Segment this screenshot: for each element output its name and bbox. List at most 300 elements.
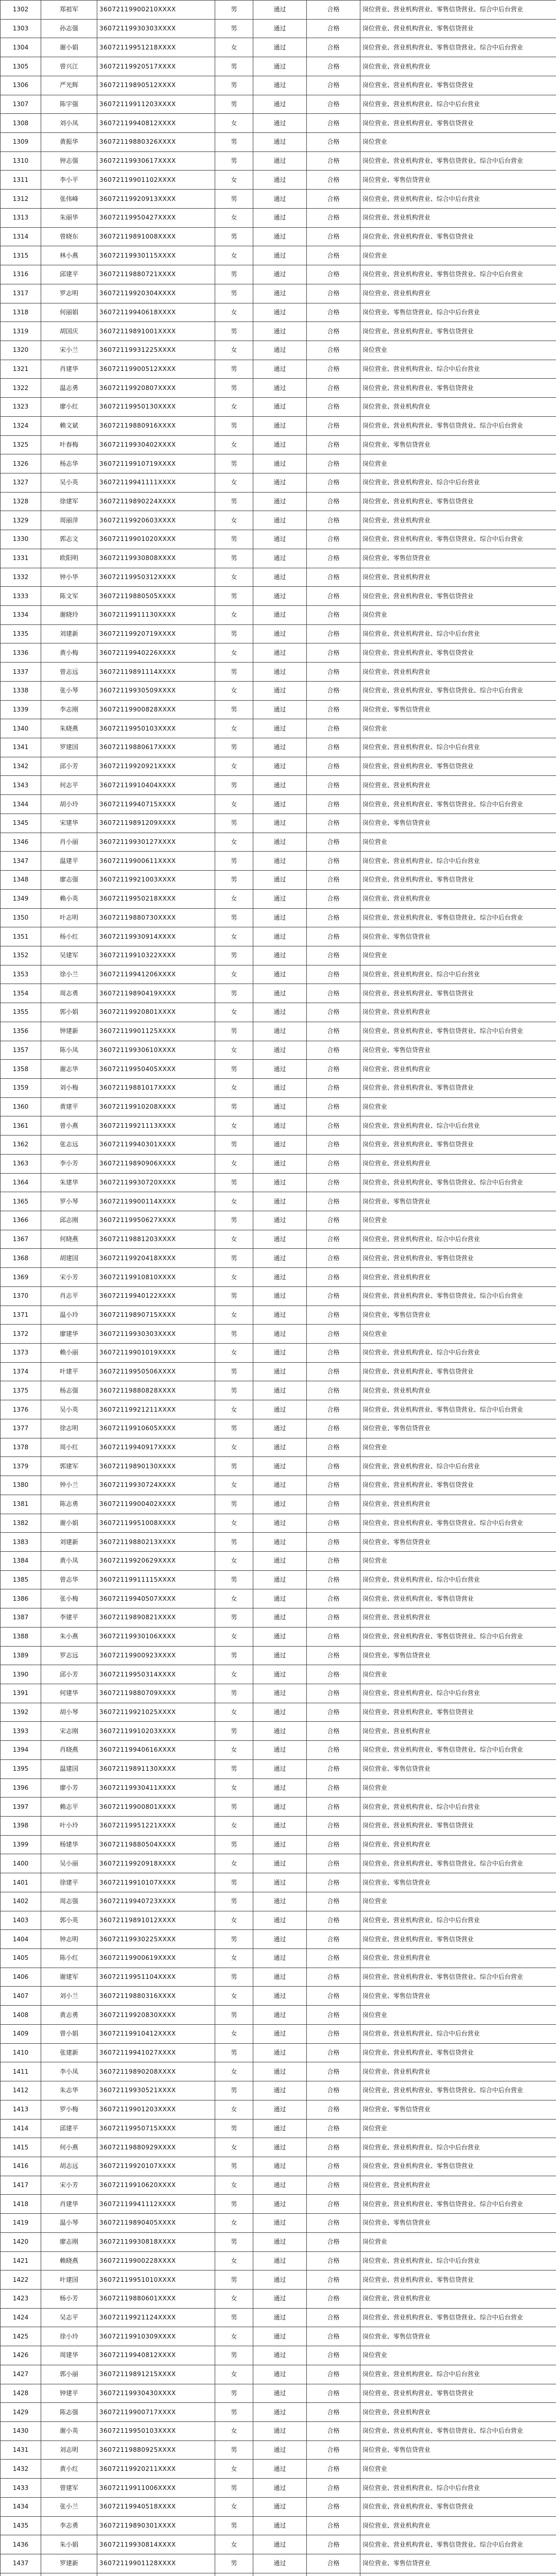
review-status-cell: 通过 bbox=[253, 984, 307, 1003]
gender-cell: 男 bbox=[215, 1362, 253, 1381]
id-number-cell: 36072119880925XXXX bbox=[97, 2441, 215, 2460]
id-number-cell: 36072119950103XXXX bbox=[97, 719, 215, 738]
serial-number-cell: 1410 bbox=[1, 2043, 41, 2062]
gender-cell: 女 bbox=[215, 2138, 253, 2157]
review-result-cell: 合格 bbox=[307, 151, 360, 171]
id-number-cell bbox=[97, 2573, 215, 2576]
serial-number-cell: 1431 bbox=[1, 2441, 41, 2460]
applicant-name-cell: 黄建平 bbox=[41, 1097, 97, 1116]
review-result-cell: 合格 bbox=[307, 1041, 360, 1060]
gender-cell: 女 bbox=[215, 1116, 253, 1136]
review-result-cell: 合格 bbox=[307, 1078, 360, 1097]
remark-cell: 岗位营业、营业机构营业、零售信贷营业 bbox=[360, 492, 556, 511]
review-result-cell: 合格 bbox=[307, 322, 360, 341]
review-status-cell: 通过 bbox=[253, 1230, 307, 1249]
applicant-name-cell: 赖小英 bbox=[41, 889, 97, 908]
gender-cell: 男 bbox=[215, 1249, 253, 1268]
table-row bbox=[1, 303, 556, 322]
id-number-cell: 36072119920603XXXX bbox=[97, 511, 215, 530]
remark-cell: 岗位营业、营业机构营业、零售信贷营业 bbox=[360, 322, 556, 341]
table-row bbox=[1, 587, 556, 606]
applicant-name-cell: 邱小芳 bbox=[41, 757, 97, 776]
applicant-name-cell: 罗志远 bbox=[41, 1646, 97, 1665]
review-result-cell: 合格 bbox=[307, 1646, 360, 1665]
applicant-name-cell: 刘志明 bbox=[41, 2441, 97, 2460]
gender-cell: 男 bbox=[215, 1381, 253, 1400]
review-result-cell: 合格 bbox=[307, 1400, 360, 1419]
review-status-cell: 通过 bbox=[253, 1627, 307, 1646]
serial-number-cell: 1408 bbox=[1, 2006, 41, 2025]
table-row bbox=[1, 2119, 556, 2138]
review-result-cell: 合格 bbox=[307, 1798, 360, 1817]
id-number-cell: 36072119930225XXXX bbox=[97, 1930, 215, 1949]
serial-number-cell: 1391 bbox=[1, 1684, 41, 1703]
id-number-cell: 36072119940616XXXX bbox=[97, 1741, 215, 1760]
review-status-cell: 通过 bbox=[253, 38, 307, 57]
id-number-cell: 36072119920719XXXX bbox=[97, 624, 215, 643]
remark-cell: 岗位营业、营业机构营业、综合中后台营业 bbox=[360, 1457, 556, 1476]
id-number-cell: 36072119920517XXXX bbox=[97, 57, 215, 76]
gender-cell: 男 bbox=[215, 549, 253, 568]
serial-number-cell: 1413 bbox=[1, 2100, 41, 2119]
review-status-cell: 通过 bbox=[253, 1192, 307, 1211]
remark-cell: 岗位营业、零售信贷营业 bbox=[360, 814, 556, 833]
gender-cell: 女 bbox=[215, 2251, 253, 2270]
review-result-cell: 合格 bbox=[307, 776, 360, 795]
serial-number-cell: 1345 bbox=[1, 814, 41, 833]
serial-number-cell: 1401 bbox=[1, 1873, 41, 1892]
review-status-cell: 通过 bbox=[253, 1835, 307, 1854]
review-status-cell: 通过 bbox=[253, 1778, 307, 1798]
serial-number-cell: 1347 bbox=[1, 852, 41, 871]
applicant-name-cell: 周建华 bbox=[41, 2346, 97, 2365]
gender-cell: 男 bbox=[215, 738, 253, 757]
table-row bbox=[1, 568, 556, 587]
review-result-cell: 合格 bbox=[307, 1835, 360, 1854]
gender-cell: 男 bbox=[215, 1759, 253, 1778]
remark-cell: 岗位营业 bbox=[360, 1551, 556, 1570]
review-status-cell: 通过 bbox=[253, 871, 307, 890]
remark-cell: 岗位营业、营业机构营业、综合中后台营业 bbox=[360, 190, 556, 209]
applicant-name-cell: 叶小玲 bbox=[41, 1817, 97, 1836]
gender-cell: 女 bbox=[215, 2176, 253, 2195]
id-number-cell: 36072119930303XXXX bbox=[97, 19, 215, 38]
applicant-name-cell: 宋建华 bbox=[41, 814, 97, 833]
review-result-cell: 合格 bbox=[307, 1003, 360, 1022]
remark-cell: 岗位营业、营业机构营业 bbox=[360, 1722, 556, 1741]
id-number-cell: 36072119930115XXXX bbox=[97, 246, 215, 265]
remark-cell: 岗位营业、营业机构营业 bbox=[360, 1495, 556, 1514]
table-row bbox=[1, 284, 556, 303]
review-status-cell: 通过 bbox=[253, 1476, 307, 1495]
serial-number-cell: 1417 bbox=[1, 2176, 41, 2195]
applicant-name-cell: 郭小娟 bbox=[41, 1003, 97, 1022]
id-number-cell: 36072119901203XXXX bbox=[97, 2100, 215, 2119]
remark-cell: 岗位营业、营业机构营业、综合中后台营业 bbox=[360, 1230, 556, 1249]
gender-cell: 女 bbox=[215, 1514, 253, 1533]
table-row bbox=[1, 624, 556, 643]
remark-cell: 岗位营业、营业机构营业、零售信贷营业、综合中后台营业 bbox=[360, 530, 556, 549]
table-row bbox=[1, 1249, 556, 1268]
gender-cell: 女 bbox=[215, 1268, 253, 1287]
applicant-name-cell: 黄小红 bbox=[41, 2460, 97, 2479]
remark-cell: 岗位营业 bbox=[360, 1325, 556, 1344]
remark-cell: 岗位营业、营业机构营业、综合中后台营业 bbox=[360, 1798, 556, 1817]
gender-cell: 男 bbox=[215, 2006, 253, 2025]
applicant-name-cell: 叶春梅 bbox=[41, 435, 97, 454]
gender-cell: 女 bbox=[215, 1817, 253, 1836]
review-status-cell: 通过 bbox=[253, 1344, 307, 1363]
review-result-cell: 合格 bbox=[307, 1892, 360, 1911]
table-row bbox=[1, 2554, 556, 2573]
gender-cell: 女 bbox=[215, 1741, 253, 1760]
serial-number-cell: 1434 bbox=[1, 2497, 41, 2516]
table-row bbox=[1, 1173, 556, 1192]
review-result-cell: 合格 bbox=[307, 624, 360, 643]
remark-cell: 岗位营业、营业机构营业、综合中后台营业 bbox=[360, 1570, 556, 1589]
id-number-cell: 36072119900717XXXX bbox=[97, 2403, 215, 2422]
id-number-cell: 36072119921003XXXX bbox=[97, 871, 215, 890]
table-row bbox=[1, 1230, 556, 1249]
applicant-name-cell: 朱丽华 bbox=[41, 208, 97, 227]
applicant-name-cell: 何小燕 bbox=[41, 2138, 97, 2157]
remark-cell: 岗位营业 bbox=[360, 719, 556, 738]
review-result-cell: 合格 bbox=[307, 2308, 360, 2327]
id-number-cell: 36072119891130XXXX bbox=[97, 1759, 215, 1778]
remark-cell: 岗位营业、营业机构营业 bbox=[360, 1381, 556, 1400]
table-row bbox=[1, 227, 556, 246]
gender-cell: 女 bbox=[215, 1476, 253, 1495]
review-result-cell: 合格 bbox=[307, 2024, 360, 2043]
table-row bbox=[1, 341, 556, 360]
remark-cell: 岗位营业、零售信贷营业 bbox=[360, 1419, 556, 1438]
table-row bbox=[1, 1778, 556, 1798]
review-result-cell: 合格 bbox=[307, 2346, 360, 2365]
review-status-cell: 通过 bbox=[253, 1911, 307, 1930]
serial-number-cell: 1376 bbox=[1, 1400, 41, 1419]
serial-number-cell: 1424 bbox=[1, 2308, 41, 2327]
review-result-cell: 合格 bbox=[307, 2157, 360, 2176]
remark-cell: 岗位营业、营业机构营业、零售信贷营业、综合中后台营业 bbox=[360, 2081, 556, 2100]
remark-cell: 岗位营业、零售信贷营业 bbox=[360, 435, 556, 454]
id-number-cell: 36072119881203XXXX bbox=[97, 1230, 215, 1249]
id-number-cell: 36072119900228XXXX bbox=[97, 2251, 215, 2270]
review-result-cell: 合格 bbox=[307, 435, 360, 454]
id-number-cell: 36072119911115XXXX bbox=[97, 1570, 215, 1589]
remark-cell: 岗位营业、营业机构营业、综合中后台营业 bbox=[360, 965, 556, 984]
review-status-cell: 通过 bbox=[253, 2081, 307, 2100]
id-number-cell: 36072119950427XXXX bbox=[97, 208, 215, 227]
applicant-name-cell: 郭建军 bbox=[41, 1457, 97, 1476]
review-result-cell: 合格 bbox=[307, 1551, 360, 1570]
gender-cell: 男 bbox=[215, 2554, 253, 2573]
review-result-cell: 合格 bbox=[307, 2214, 360, 2233]
applicant-name-cell: 朱晓燕 bbox=[41, 719, 97, 738]
review-status-cell: 通过 bbox=[253, 1041, 307, 1060]
table-row bbox=[1, 1798, 556, 1817]
review-result-cell: 合格 bbox=[307, 2422, 360, 2441]
review-status-cell: 通过 bbox=[253, 1968, 307, 1987]
gender-cell: 女 bbox=[215, 38, 253, 57]
gender-cell: 男 bbox=[215, 1495, 253, 1514]
review-status-cell: 通过 bbox=[253, 946, 307, 965]
applicant-name-cell: 朱志华 bbox=[41, 2081, 97, 2100]
review-result-cell: 合格 bbox=[307, 549, 360, 568]
review-status-cell: 通过 bbox=[253, 2327, 307, 2346]
id-number-cell: 36072119920211XXXX bbox=[97, 2460, 215, 2479]
remark-cell: 岗位营业、营业机构营业 bbox=[360, 663, 556, 682]
serial-number-cell: 1360 bbox=[1, 1097, 41, 1116]
review-status-cell: 通过 bbox=[253, 1798, 307, 1817]
review-status-cell: 通过 bbox=[253, 1078, 307, 1097]
serial-number-cell: 1373 bbox=[1, 1344, 41, 1363]
serial-number-cell: 1350 bbox=[1, 908, 41, 927]
applicant-name-cell: 赖文斌 bbox=[41, 416, 97, 435]
table-row bbox=[1, 265, 556, 284]
review-result-cell: 合格 bbox=[307, 171, 360, 190]
gender-cell: 男 bbox=[215, 700, 253, 719]
table-row bbox=[1, 171, 556, 190]
gender-cell: 男 bbox=[215, 908, 253, 927]
remark-cell: 岗位营业、营业机构营业、零售信贷营业 bbox=[360, 379, 556, 398]
review-result-cell: 合格 bbox=[307, 681, 360, 700]
table-row bbox=[1, 1589, 556, 1608]
review-result-cell: 合格 bbox=[307, 2365, 360, 2384]
table-row bbox=[1, 1551, 556, 1570]
applicant-name-cell: 吴小英 bbox=[41, 1400, 97, 1419]
review-status-cell: 通过 bbox=[253, 889, 307, 908]
table-row bbox=[1, 473, 556, 492]
serial-number-cell: 1307 bbox=[1, 95, 41, 114]
serial-number-cell: 1416 bbox=[1, 2157, 41, 2176]
table-row bbox=[1, 1457, 556, 1476]
gender-cell: 男 bbox=[215, 1835, 253, 1854]
remark-cell: 岗位营业 bbox=[360, 1097, 556, 1116]
gender-cell: 男 bbox=[215, 1286, 253, 1306]
table-row bbox=[1, 133, 556, 152]
gender-cell: 男 bbox=[215, 379, 253, 398]
serial-number-cell: 1322 bbox=[1, 379, 41, 398]
remark-cell: 岗位营业、营业机构营业、零售信贷营业 bbox=[360, 1817, 556, 1836]
id-number-cell: 36072119930914XXXX bbox=[97, 927, 215, 946]
review-status-cell: 通过 bbox=[253, 1665, 307, 1684]
review-result-cell: 合格 bbox=[307, 1949, 360, 1968]
table-row bbox=[1, 57, 556, 76]
table-row bbox=[1, 1438, 556, 1457]
table-row bbox=[1, 511, 556, 530]
table-row bbox=[1, 208, 556, 227]
applicant-name-cell: 宋小芳 bbox=[41, 1268, 97, 1287]
gender-cell: 男 bbox=[215, 1211, 253, 1230]
review-result-cell: 合格 bbox=[307, 1589, 360, 1608]
applicant-name-cell: 曾志远 bbox=[41, 663, 97, 682]
review-status-cell: 通过 bbox=[253, 322, 307, 341]
id-number-cell: 36072119900611XXXX bbox=[97, 852, 215, 871]
serial-number-cell: 1317 bbox=[1, 284, 41, 303]
serial-number-cell: 1432 bbox=[1, 2460, 41, 2479]
remark-cell: 岗位营业、营业机构营业、零售信贷营业、综合中后台营业 bbox=[360, 1514, 556, 1533]
gender-cell: 女 bbox=[215, 1400, 253, 1419]
gender-cell: 女 bbox=[215, 2024, 253, 2043]
gender-cell: 男 bbox=[215, 492, 253, 511]
applicant-name-cell: 郭志文 bbox=[41, 530, 97, 549]
review-result-cell: 合格 bbox=[307, 114, 360, 133]
table-row bbox=[1, 2195, 556, 2214]
remark-cell: 岗位营业、营业机构营业、零售信贷营业 bbox=[360, 114, 556, 133]
gender-cell: 男 bbox=[215, 1930, 253, 1949]
serial-number-cell: 1429 bbox=[1, 2403, 41, 2422]
serial-number-cell: 1364 bbox=[1, 1173, 41, 1192]
id-number-cell: 36072119891012XXXX bbox=[97, 1911, 215, 1930]
review-result-cell: 合格 bbox=[307, 454, 360, 473]
id-number-cell: 36072119890512XXXX bbox=[97, 76, 215, 95]
table-row bbox=[1, 1060, 556, 1079]
applicant-name-cell: 叶建平 bbox=[41, 1362, 97, 1381]
review-status-cell: 通过 bbox=[253, 473, 307, 492]
id-number-cell: 36072119880929XXXX bbox=[97, 2138, 215, 2157]
serial-number-cell: 1330 bbox=[1, 530, 41, 549]
gender-cell: 男 bbox=[215, 2043, 253, 2062]
applicant-name-cell: 温建国 bbox=[41, 1759, 97, 1778]
remark-cell: 岗位营业、营业机构营业、零售信贷营业 bbox=[360, 76, 556, 95]
serial-number-cell: 1302 bbox=[1, 1, 41, 20]
applicant-name-cell: 李志勇 bbox=[41, 2516, 97, 2535]
applicant-name-cell: 胡国庆 bbox=[41, 322, 97, 341]
review-status-cell: 通过 bbox=[253, 190, 307, 209]
gender-cell: 男 bbox=[215, 2516, 253, 2535]
applicant-name-cell: 罗建国 bbox=[41, 738, 97, 757]
table-row bbox=[1, 946, 556, 965]
review-status-cell: 通过 bbox=[253, 284, 307, 303]
gender-cell: 女 bbox=[215, 2100, 253, 2119]
serial-number-cell: 1368 bbox=[1, 1249, 41, 1268]
review-status-cell: 通过 bbox=[253, 1741, 307, 1760]
gender-cell: 女 bbox=[215, 511, 253, 530]
remark-cell: 岗位营业、营业机构营业、零售信贷营业、综合中后台营业 bbox=[360, 151, 556, 171]
gender-cell: 男 bbox=[215, 1173, 253, 1192]
serial-number-cell: 1380 bbox=[1, 1476, 41, 1495]
id-number-cell: 36072119940301XXXX bbox=[97, 1136, 215, 1155]
table-row bbox=[1, 1741, 556, 1760]
applicant-name-cell: 徐建军 bbox=[41, 492, 97, 511]
gender-cell: 男 bbox=[215, 530, 253, 549]
gender-cell: 男 bbox=[215, 946, 253, 965]
id-number-cell: 36072119941112XXXX bbox=[97, 2195, 215, 2214]
table-row bbox=[1, 151, 556, 171]
table-row bbox=[1, 1817, 556, 1836]
review-status-cell: 通过 bbox=[253, 2195, 307, 2214]
gender-cell: 男 bbox=[215, 2308, 253, 2327]
remark-cell: 岗位营业、零售信贷营业 bbox=[360, 1192, 556, 1211]
review-status-cell: 通过 bbox=[253, 1608, 307, 1628]
remark-cell: 岗位营业、营业机构营业、综合中后台营业 bbox=[360, 624, 556, 643]
serial-number-cell: 1402 bbox=[1, 1892, 41, 1911]
gender-cell: 女 bbox=[215, 2422, 253, 2441]
table-row bbox=[1, 681, 556, 700]
id-number-cell: 36072119930617XXXX bbox=[97, 151, 215, 171]
gender-cell: 女 bbox=[215, 1911, 253, 1930]
review-result-cell: 合格 bbox=[307, 1627, 360, 1646]
review-status-cell: 通过 bbox=[253, 1570, 307, 1589]
remark-cell: 岗位营业、营业机构营业、综合中后台营业 bbox=[360, 2024, 556, 2043]
id-number-cell: 36072119890301XXXX bbox=[97, 2516, 215, 2535]
gender-cell: 男 bbox=[215, 1722, 253, 1741]
id-number-cell: 36072119930303XXXX bbox=[97, 1325, 215, 1344]
table-row bbox=[1, 322, 556, 341]
review-result-cell: 合格 bbox=[307, 1854, 360, 1873]
review-status-cell: 通过 bbox=[253, 2422, 307, 2441]
applicant-name-cell: 吴建军 bbox=[41, 946, 97, 965]
id-number-cell: 36072119950103XXXX bbox=[97, 2422, 215, 2441]
review-result-cell: 合格 bbox=[307, 1306, 360, 1325]
remark-cell: 岗位营业、营业机构营业、零售信贷营业、综合中后台营业 bbox=[360, 1173, 556, 1192]
applicant-name-cell bbox=[41, 2573, 97, 2576]
review-result-cell: 合格 bbox=[307, 2535, 360, 2554]
remark-cell: 岗位营业、营业机构营业 bbox=[360, 1268, 556, 1287]
review-result-cell: 合格 bbox=[307, 1930, 360, 1949]
id-number-cell: 36072119951008XXXX bbox=[97, 1514, 215, 1533]
gender-cell: 男 bbox=[215, 2346, 253, 2365]
serial-number-cell: 1405 bbox=[1, 1949, 41, 1968]
remark-cell: 岗位营业 bbox=[360, 454, 556, 473]
review-status-cell: 通过 bbox=[253, 1930, 307, 1949]
table-row bbox=[1, 454, 556, 473]
gender-cell: 女 bbox=[215, 208, 253, 227]
serial-number-cell: 1308 bbox=[1, 114, 41, 133]
review-status-cell: 通过 bbox=[253, 341, 307, 360]
applicant-name-cell: 赖志平 bbox=[41, 1798, 97, 1817]
serial-number-cell: 1323 bbox=[1, 398, 41, 417]
gender-cell: 男 bbox=[215, 871, 253, 890]
remark-cell: 岗位营业、营业机构营业、零售信贷营业、综合中后台营业 bbox=[360, 1854, 556, 1873]
table-row bbox=[1, 1873, 556, 1892]
review-status-cell: 通过 bbox=[253, 2516, 307, 2535]
id-number-cell: 36072119880828XXXX bbox=[97, 1381, 215, 1400]
applicant-name-cell: 徐小兰 bbox=[41, 965, 97, 984]
review-result-cell: 合格 bbox=[307, 190, 360, 209]
id-number-cell: 36072119930411XXXX bbox=[97, 1778, 215, 1798]
review-status-cell: 通过 bbox=[253, 1286, 307, 1306]
serial-number-cell: 1409 bbox=[1, 2024, 41, 2043]
serial-number-cell: 1422 bbox=[1, 2270, 41, 2290]
applicant-name-cell: 宋小兰 bbox=[41, 341, 97, 360]
gender-cell: 男 bbox=[215, 1136, 253, 1155]
remark-cell: 岗位营业、零售信贷营业 bbox=[360, 1306, 556, 1325]
serial-number-cell: 1315 bbox=[1, 246, 41, 265]
id-number-cell: 36072119951221XXXX bbox=[97, 1817, 215, 1836]
applicant-name-cell: 钟建平 bbox=[41, 2384, 97, 2403]
applicant-name-cell: 赖晓燕 bbox=[41, 2251, 97, 2270]
id-number-cell: 36072119910203XXXX bbox=[97, 1722, 215, 1741]
review-status-cell: 通过 bbox=[253, 492, 307, 511]
id-number-cell: 36072119900114XXXX bbox=[97, 1192, 215, 1211]
id-number-cell: 36072119940618XXXX bbox=[97, 303, 215, 322]
review-status-cell: 通过 bbox=[253, 511, 307, 530]
remark-cell: 岗位营业 bbox=[360, 1892, 556, 1911]
serial-number-cell: 1394 bbox=[1, 1741, 41, 1760]
serial-number-cell: 1337 bbox=[1, 663, 41, 682]
serial-number-cell: 1332 bbox=[1, 568, 41, 587]
table-row bbox=[1, 246, 556, 265]
applicant-name-cell: 肖小丽 bbox=[41, 833, 97, 852]
table-row bbox=[1, 2516, 556, 2535]
remark-cell: 岗位营业 bbox=[360, 1778, 556, 1798]
applicant-name-cell: 陈小凤 bbox=[41, 1041, 97, 1060]
remark-cell: 岗位营业、营业机构营业 bbox=[360, 1060, 556, 1079]
applicant-name-cell: 张小梅 bbox=[41, 1589, 97, 1608]
remark-cell: 岗位营业、零售信贷营业 bbox=[360, 1646, 556, 1665]
remark-cell: 岗位营业 bbox=[360, 2346, 556, 2365]
